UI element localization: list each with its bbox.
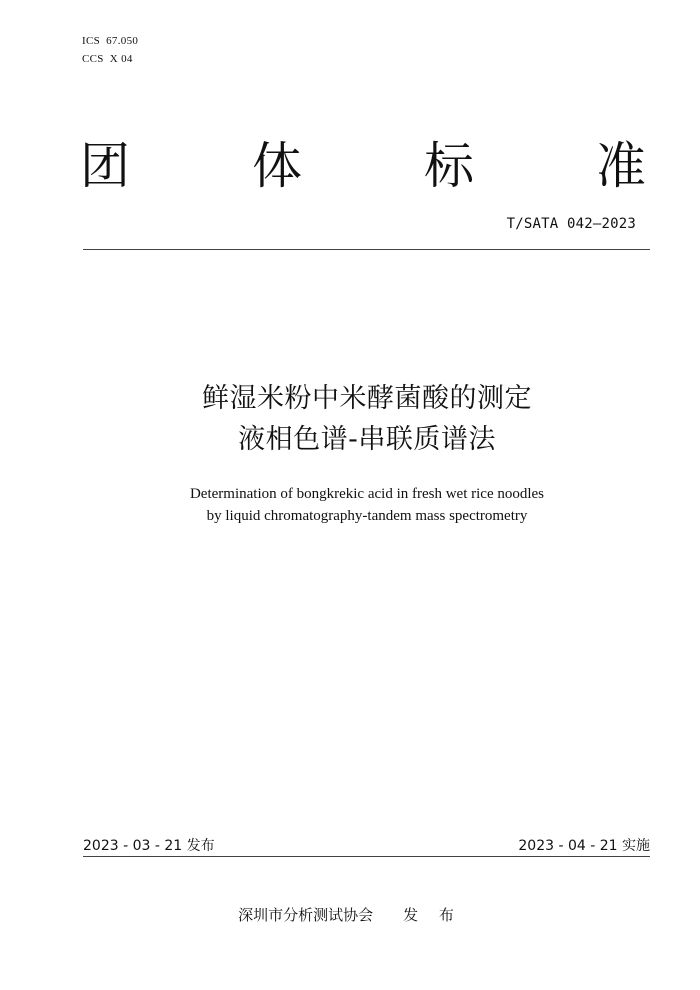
chinese-title-line-1: 鲜湿米粉中米酵菌酸的测定 bbox=[202, 383, 532, 414]
issuing-organization: 深圳市分析测试协会 bbox=[238, 906, 374, 924]
publish-date: 2023 - 03 - 21 发布 bbox=[83, 838, 215, 854]
issuer-line bbox=[0, 904, 700, 925]
english-title-line-1: Determination of bongkrekic acid in fresh wet rice noodles bbox=[189, 486, 545, 502]
bottom-divider bbox=[83, 856, 650, 857]
standard-number: T/SATA 042—2023 bbox=[506, 216, 636, 232]
category-char: 体 bbox=[252, 137, 302, 195]
category-char: 标 bbox=[424, 137, 474, 195]
category-char: 准 bbox=[596, 137, 646, 195]
ccs-code: CCS X 04 bbox=[82, 53, 133, 65]
issue-action: 发 布 bbox=[403, 906, 462, 924]
chinese-title-line-2: 液相色谱-串联质谱法 bbox=[238, 424, 496, 455]
english-title-line-2: by liquid chromatography-tandem mass spectrometry bbox=[206, 508, 528, 524]
standard-category-title bbox=[80, 138, 646, 194]
top-divider bbox=[83, 249, 650, 250]
implement-date: 2023 - 04 - 21 实施 bbox=[518, 838, 650, 854]
category-char: 团 bbox=[80, 137, 130, 195]
ics-code: ICS 67.050 bbox=[82, 35, 139, 47]
